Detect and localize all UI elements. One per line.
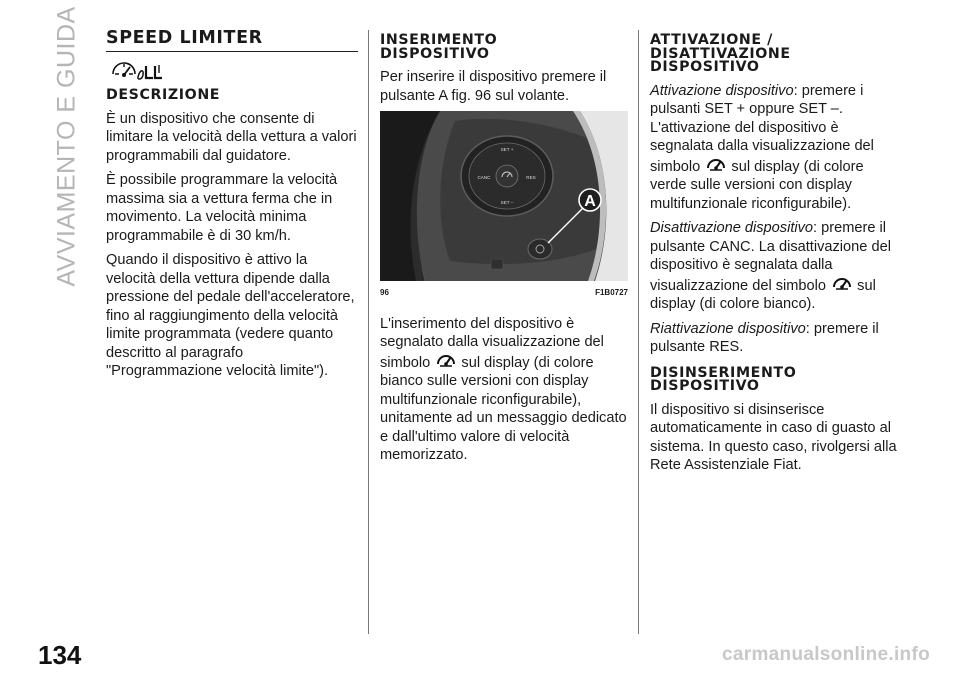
text-span: L'inserimento del dispositivo è segnalato dalla visualizzazione del simbolo [380,315,604,371]
column-inserimento [380,34,630,471]
button-set-minus-label: SET – [500,200,514,205]
text-span: : premere il pulsante RES. [650,320,879,355]
section-side-title-text: AVVIAMENTO E GUIDA [52,5,81,287]
watermark: carmanualsonline.info [722,644,930,665]
callout-a-label: A [584,193,596,210]
paragraph: È possibile programmare la velocità massima sia a vettura ferma che in movimento. La velocità minima programmabile è di 30 km/h. [106,172,338,244]
column-attivazione [650,34,902,481]
text-span: : premere il pulsante CANC. La disattivazione del dispositivo è segnalata dalla visualizzazione del simbolo [650,220,891,294]
text-span: : premere i pulsanti SET + oppure SET –. L'attivazione del dispositivo è segnalata dalla visualizzazione del simbolo [650,82,874,175]
speed-limiter-symbol-icon [832,275,852,292]
paragraph: Il dispositivo si disinserisce automaticamente in caso di guasto al sistema. In questo caso, rivolgersi alla Rete Assistenziale Fiat. [650,401,897,473]
section-side-title [52,5,82,287]
column-speed-limiter [106,28,358,387]
heading-inserimento: INSERIMENTO DISPOSITIVO [380,32,498,62]
subheading-descrizione: DESCRIZIONE [106,87,221,103]
heading-disinserimento: DISINSERIMENTO DISPOSITIVO [650,364,797,394]
paragraph [650,82,902,214]
steering-wheel-figure [380,111,628,281]
figure-code: F1B0727 [595,288,628,297]
paragraph: È un dispositivo che consente di limitare la velocità della vettura a valori programmabili dal guidatore. [106,110,357,164]
text-span: sul display (di colore verde sulle versioni con display multifunzionale riconfigurabile). [650,158,864,212]
page-title: SPEED LIMITER [106,28,358,52]
speed-limiter-symbol-icon [436,352,456,369]
paragraph [380,315,630,465]
button-canc-label: CANC [477,175,491,180]
column-divider-2 [638,30,639,634]
page-number: 134 [38,640,82,670]
paragraph: Per inserire il dispositivo premere il pulsante A fig. 96 sul volante. [380,69,607,104]
text-span: sul display (di colore bianco sulle versioni con display multifunzionale riconfigurabile), unitamente ad un messaggio dedicato e dall'ultimo valore di velocità memorizzato. [380,354,627,463]
column-divider-1 [368,30,369,634]
text-span: sul display (di colore bianco). [650,277,876,312]
paragraph [650,219,902,314]
paragraph: Quando il dispositivo è attivo la velocità della vettura dipende dalla pressione del pedale dell'acceleratore, fino al raggiungimento della velocità limite programmata (vedere quanto descritto al paragrafo "Programmazione velocità limite"). [106,252,355,379]
steering-wheel-illustration [380,111,628,281]
text-span: Disattivazione dispositivo [650,220,814,236]
paragraph [650,320,902,357]
speed-limiter-symbol-icon [706,156,726,173]
figure-caption [380,284,628,303]
text-span: Attivazione dispositivo [650,82,794,99]
button-res-label: RES [526,175,536,180]
heading-attivazione: ATTIVAZIONE / DISATTIVAZIONE DISPOSITIVO [650,32,791,75]
speed-limiter-icon [110,61,358,83]
text-span: Riattivazione dispositivo [650,320,806,337]
figure-number: 96 [380,288,389,297]
button-set-plus-label: SET + [500,147,514,152]
